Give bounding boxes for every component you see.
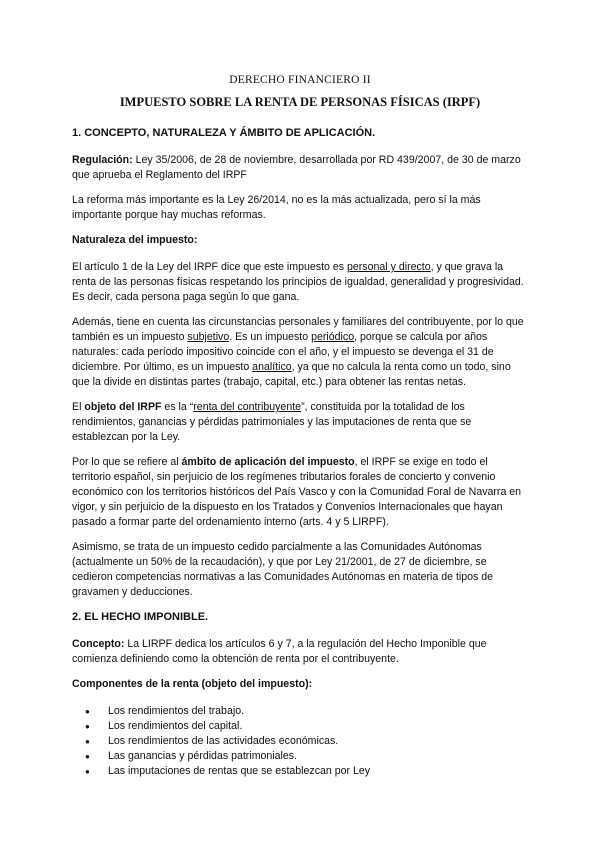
- list-item: ● Los rendimientos del capital.: [72, 719, 528, 734]
- bold-term: ámbito de aplicación del impuesto: [181, 456, 355, 468]
- list-item: ● Las imputaciones de rentas que se establezcan por Ley: [72, 764, 528, 779]
- list-item: ● Las ganancias y pérdidas patrimoniales.: [72, 749, 528, 764]
- concepto-text: La LIRPF dedica los artículos 6 y 7, a la regulación del Hecho Imponible que comienza definiendo como la obtención de renta por el contribuyente.: [72, 638, 487, 665]
- section-2-heading: 2. EL HECHO IMPONIBLE.: [72, 611, 209, 623]
- bold-term: objeto del IRPF: [84, 401, 162, 413]
- text-run: ”, constituida por la totalidad de los rendimientos, ganancias y pérdidas patrimoniales y las imputaciones de renta que se establezcan por la Ley.: [72, 401, 472, 443]
- underlined-term: periódico: [311, 331, 355, 343]
- componentes-heading: Componentes de la renta (objeto del impuesto):: [72, 678, 313, 690]
- text-run: El artículo 1 de la Ley del IRPF dice que este impuesto es: [72, 261, 347, 273]
- text-run: Por lo que se refiere al: [72, 456, 182, 468]
- naturaleza-paragraph-1: [72, 260, 528, 305]
- document-body: [72, 126, 528, 779]
- regulacion-label: Regulación:: [72, 154, 133, 166]
- cesion-paragraph: Asimismo, se trata de un impuesto cedido parcialmente a las Comunidades Autónomas (actualmente un 50% de la recaudación), y que por Ley 21/2001, de 27 de diciembre, se cedieron competencias normativas a las Comunidades Autónomas en materia de tipos de gravamen y deducciones.: [72, 541, 494, 598]
- text-run: es la “: [161, 401, 194, 413]
- concepto-label: Concepto:: [72, 638, 125, 650]
- regulacion-text: Ley 35/2006, de 28 de noviembre, desarrollada por RD 439/2007, de 30 de marzo que aprueba el Reglamento del IRPF: [72, 154, 521, 181]
- course-name: DERECHO FINANCIERO II: [229, 74, 371, 86]
- componentes-list: [72, 704, 528, 779]
- objeto-paragraph: [72, 400, 528, 445]
- text-run: El: [72, 401, 85, 413]
- document-title: IMPUESTO SOBRE LA RENTA DE PERSONAS FÍSICAS (IRPF): [119, 95, 481, 109]
- list-item: ● Los rendimientos del trabajo.: [72, 704, 528, 719]
- concepto-paragraph: [72, 637, 528, 667]
- underlined-term: analítico: [252, 361, 292, 373]
- text-run: , porque se calcula por años naturales: cada período impositivo coincide con el año, y el impuesto se devenga el 31 de diciembre. Por último, es un impuesto: [72, 331, 494, 373]
- underlined-term: renta del contribuyente: [193, 401, 302, 413]
- text-run: Además, tiene en cuenta las circunstancias personales y familiares del contribuyente, por lo que también es un impuesto: [72, 316, 524, 343]
- naturaleza-heading: Naturaleza del impuesto:: [72, 234, 198, 246]
- naturaleza-paragraph-2: [72, 315, 528, 390]
- underlined-term: subjetivo: [187, 331, 230, 343]
- text-run: , y que grava la renta de las personas físicas respetando los principios de igualdad, generalidad y progresividad. Es decir, cada persona paga según lo que gana.: [72, 261, 524, 303]
- section-1-heading: 1. CONCEPTO, NATURALEZA Y ÁMBITO DE APLICACIÓN.: [72, 127, 376, 139]
- regulacion-paragraph: [72, 153, 528, 183]
- text-run: , ya que no calcula la renta como un todo, sino que la divide en distintas partes (trabajo, capital, etc.) para obtener las rentas netas.: [72, 361, 511, 388]
- underlined-term: personal y directo: [347, 261, 431, 273]
- list-item: ● Los rendimientos de las actividades económicas.: [72, 734, 528, 749]
- ambito-paragraph: [72, 455, 528, 530]
- text-run: , el IRPF se exige en todo el territorio español, sin perjuicio de los regímenes tributarios forales de concierto y convenio económico con los territorios históricos del País Vasco y con la Comunidad Foral de Navarra en vigor, y sin perjuicio de la dispuesto en los Tratados y Convenios Internacionales que hayan pasado a formar parte del ordenamiento interno (arts. 4 y 5 LIRPF).: [72, 456, 522, 528]
- reforma-paragraph: La reforma más importante es la Ley 26/2014, no es la más actualizada, pero sí la más importante porque hay muchas reformas.: [72, 194, 481, 221]
- text-run: . Es un impuesto: [229, 331, 312, 343]
